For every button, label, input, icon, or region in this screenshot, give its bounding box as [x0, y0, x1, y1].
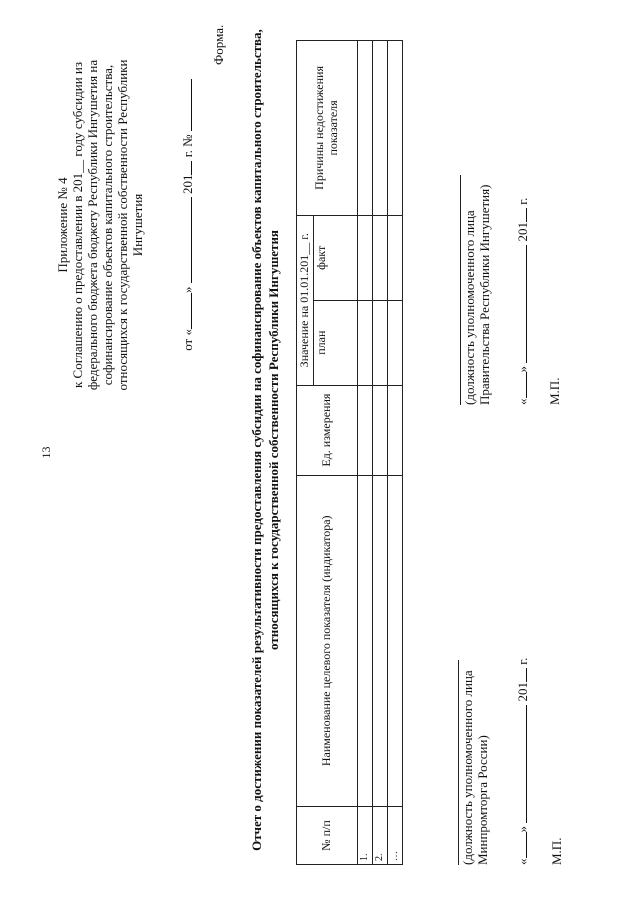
- left-date-prefix: «: [515, 858, 530, 865]
- table-row: [358, 41, 373, 865]
- left-year-blank: [515, 668, 527, 682]
- right-year-blank: [515, 208, 527, 222]
- cell-reasons: [373, 41, 388, 216]
- header-unit: Ед. измерения: [297, 385, 358, 475]
- left-sign-date: [515, 658, 531, 865]
- left-date-mid: »: [515, 826, 530, 833]
- left-stamp-label: М.П.: [549, 837, 564, 865]
- right-date-mid: »: [515, 366, 530, 373]
- left-year-suffix: г.: [515, 657, 530, 665]
- cell-name: [358, 475, 373, 807]
- left-position-line: [458, 660, 459, 865]
- left-day-blank: [515, 833, 527, 859]
- cell-reasons: [388, 41, 403, 216]
- day-blank: [180, 293, 192, 329]
- right-year: 201: [515, 222, 530, 242]
- right-stamp-label: М.П.: [547, 377, 562, 405]
- month-blank: [180, 197, 192, 283]
- cell-unit: [388, 385, 403, 475]
- cell-plan: [373, 300, 388, 385]
- right-year-suffix: г.: [515, 197, 530, 205]
- header-plan: план: [314, 300, 358, 385]
- cell-reasons: [358, 41, 373, 216]
- date-prefix: от «: [180, 329, 195, 351]
- right-sign-date: [515, 198, 531, 405]
- right-position-caption: (должность уполномоченного лица Правительства Республики Ингушетия): [462, 184, 492, 405]
- cell-fact: [388, 215, 403, 300]
- right-day-blank: [515, 373, 527, 399]
- date-mid: »: [180, 286, 195, 294]
- appendix-header: [55, 35, 145, 415]
- date-year: 201: [180, 174, 195, 195]
- header-value-group: Значение на 01.01.201__ г.: [297, 215, 314, 385]
- row-number: …: [388, 807, 403, 865]
- left-month-blank: [515, 705, 527, 823]
- cell-plan: [388, 300, 403, 385]
- indicators-table: [296, 40, 403, 865]
- header-name: Наименование целевого показателя (индикатора): [297, 475, 358, 807]
- left-position-caption: (должность уполномоченного лица Минпромторга России): [460, 670, 490, 865]
- header-fact: факт: [314, 215, 358, 300]
- cell-plan: [358, 300, 373, 385]
- cell-unit: [373, 385, 388, 475]
- cell-name: [373, 475, 388, 807]
- cell-name: [388, 475, 403, 807]
- right-position-line: [460, 175, 461, 405]
- right-date-prefix: «: [515, 398, 530, 405]
- left-year: 201: [515, 682, 530, 702]
- row-number: 1.: [358, 807, 373, 865]
- agreement-date-line: [180, 25, 196, 405]
- date-suffix: г. №: [180, 134, 195, 158]
- right-month-blank: [515, 245, 527, 363]
- year-blank: [180, 161, 192, 175]
- row-number: 2.: [373, 807, 388, 865]
- appendix-basis: к Соглашению о предоставлении в 201__ году субсидии из федерального бюджета бюджету Республики Ингушетия на софинансирование объектов капитального строительства, относящихся к государственной собственности Республики Ингушетия: [70, 59, 145, 391]
- report-title: Отчет о достижении показателей результативности предоставления субсидии на софинансирование объектов капитального строительства, относящихся к государственной собственности Республики Ингушетия: [249, 29, 281, 851]
- header-reasons: Причины недостижения показателя: [297, 41, 358, 216]
- number-blank: [180, 79, 192, 131]
- header-num: № п/п: [297, 807, 358, 865]
- table-row: [373, 41, 388, 865]
- cell-fact: [373, 215, 388, 300]
- page-number: 13: [39, 446, 53, 459]
- appendix-title: Приложение № 4: [55, 177, 70, 273]
- cell-unit: [358, 385, 373, 475]
- cell-fact: [358, 215, 373, 300]
- form-label: Форма.: [211, 24, 226, 65]
- table-row: [388, 41, 403, 865]
